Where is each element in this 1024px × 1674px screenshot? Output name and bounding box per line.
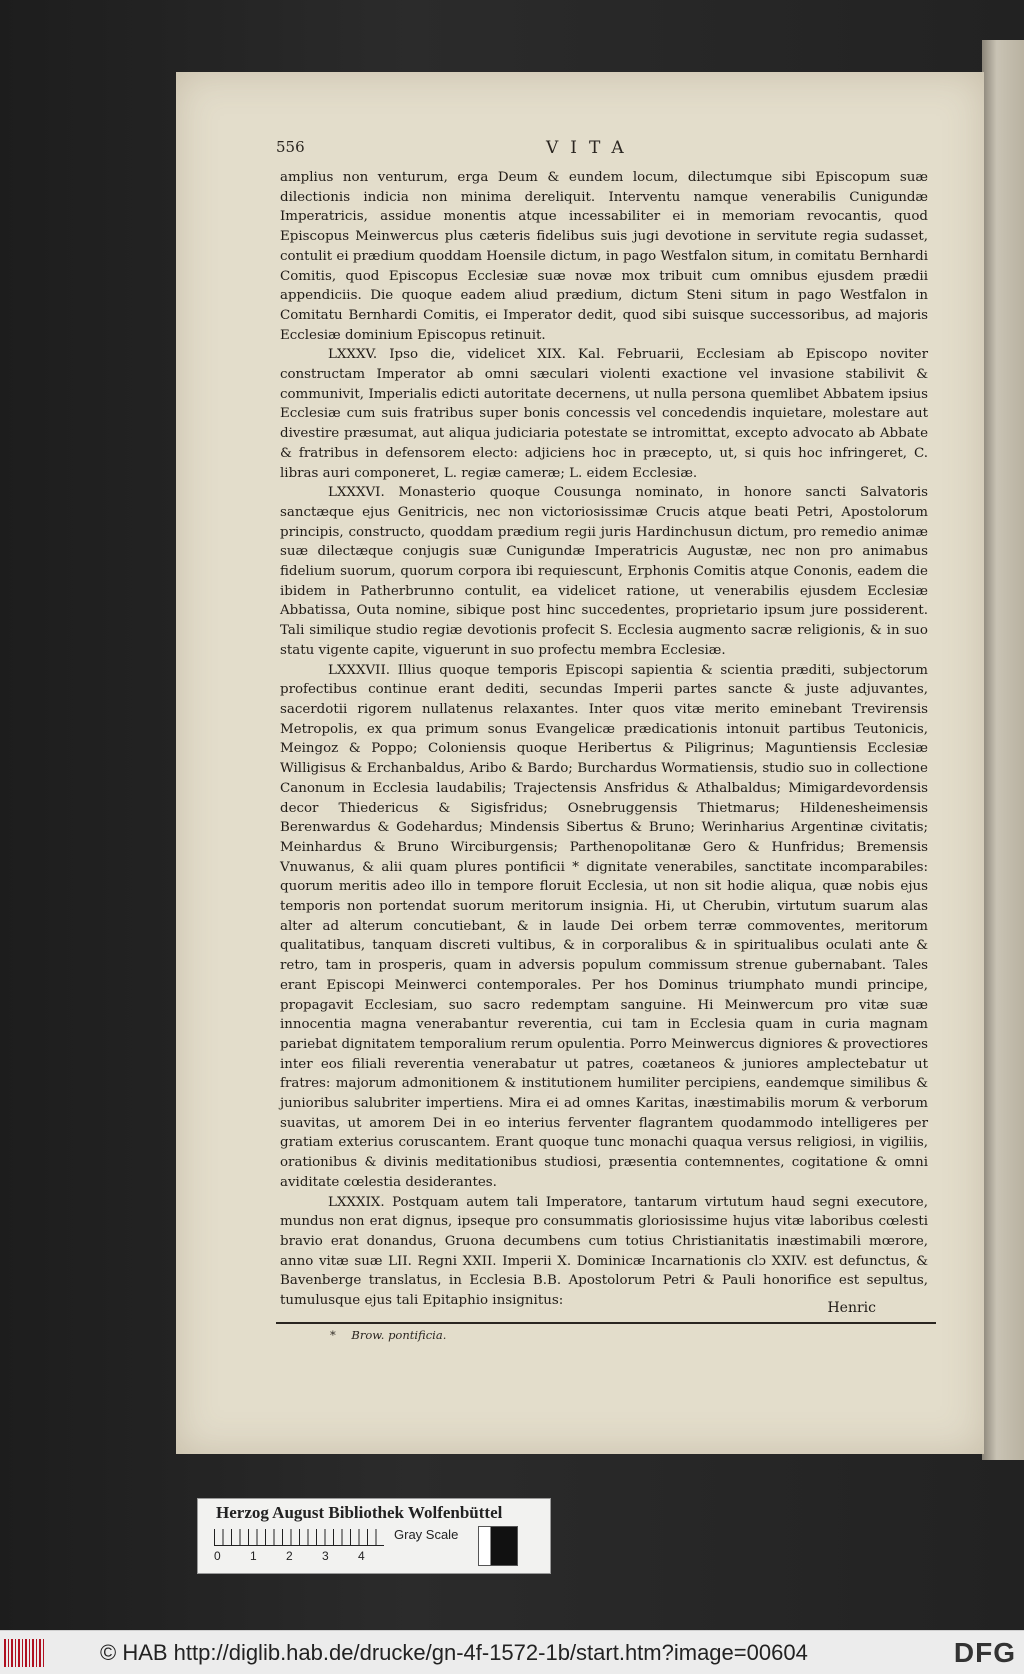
paragraph-lxxxv: LXXXV. Ipso die, videlicet XIX. Kal. Februarii, Ecclesiam ab Episcopo noviter constructam Imperator ab omni sæculari violenti exactione vel invasione stabilivit & communivit, Imperialis edicti autoritate decernens, ut nulla persona quemlibet Abbatem ipsius Ecclesiæ cum suis fratribus super bonis concessis vel concedendis inquietare, molestare aut divestire præsumat, aut aliqua judiciaria potestate se intromittat, excepto advocato ab Abbate & fratribus in defensorem electo: adjiciens hoc in præcepto, ut, si quis hoc infringeret, C. libras auri componeret, L. regiæ cameræ; L. eidem Ecclesiæ.	[280, 347, 928, 481]
ruler-number: 3	[322, 1549, 329, 1563]
paragraph: amplius non venturum, erga Deum & eundem locum, dilectumque sibi Episcopum suæ dilectionis indicia non minima dereliquit. Interventu namque venerabilis Cunigundæ Imperatricis, assidue monentis atque incessabiliter ei in memoriam revocantis, quod Episcopus Meinwercus plus cæteris fidelibus suis jugi devotione in servitute regia sudasset, contulit ei prædium quoddam Hoensile dictum, in pago Westfalon situm, in comitatu Bernhardi Comitis, quod Episcopus Ecclesiæ suæ novæ mox tribuit cum omnibus ejusdem prædii appendiciis. Die quoque eadem aliud prædium, dictum Steni situm in pago Westfalon in Comitatu Bernhardi Comitis, ei Imperator dedit, quod sibi suisque successoribus, ad majoris Ecclesiæ dominium Episcopus retinuit.	[280, 170, 928, 343]
paragraph-lxxxvi: LXXXVI. Monasterio quoque Cousunga nominato, in honore sancti Salvatoris sanctæque ejus Genitricis, nec non victoriosissimæ Crucis atque beati Petri, Apostolorum principis, constructo, quoddam prædium regii juris Hardinchusun dictum, pro remedio animæ suæ dilectæque conjugis suæ Cunigundæ Imperatricis Augustæ, nec non pro animabus fidelium suorum, quorum corpora ibi requiescunt, Erphonis Comitis atque Cononis, eadem die ibidem in Patherbrunno contulit, ea videlicet ratione, ut venerabilis ejusdem Ecclesiæ Abbatissa, Outa nomine, sibique post hinc succedentes, proprietario ipsum jure possiderent. Tali similique studio regiæ devotionis profecit S. Ecclesia augmento sacræ religionis, & in suo statu vigente capite, viguerunt in suo profectu membra Ecclesiæ.	[280, 485, 928, 658]
gray-scale-patch	[478, 1526, 518, 1566]
book-page	[176, 72, 984, 1454]
paragraph-lxxxvii: LXXXVII. Illius quoque temporis Episcopi sapientia & scientia præditi, subjectorum profectibus continue erant dediti, secundas Imperii partes sancte & juste adjuvantes, sacerdotii rigorem nullatenus relaxantes. Inter quos vitæ merito eminebant Trevirensis Metropolis, ex qua primum sonus Evangelicæ prædicationis intonuit partibus Teutonicis, Meingoz & Poppo; Coloniensis quoque Heribertus & Piligrinus; Maguntiensis Ecclesiæ Willigisus & Erchanbaldus, Aribo & Bardo; Burchardus Wormatiensis, studio suo in collectione Canonum in Ecclesia laudabilis; Trajectensis Ansfridus & Athalbaldus; Mimigardevordensis decor Thiedericus & Sigisfridus; Osnebruggensis Thietmarus; Hildenesheimensis Berenwardus & Godehardus; Mindensis Sibertus & Bruno; Werinharius Argentinæ civitatis; Meinhardus & Bruno Wirciburgensis; Parthenopolitanæ Gero & Hunfridus; Bremensis Vnuwanus, & alii quam plures pontificii * dignitate venerabiles, sanctitate incomparabiles: quorum meritis adeo illo in tempore floruit Ecclesia, ut non sit hodie aliqua, quæ nobis ejus temporis non portendat suorum meritorum insignia. Hi, ut Cherubin, virtutum suarum alas alter ad alterum concutiebant, & in laude Dei orbem terræ commoventes, meritorum qualitatibus, tanquam discreti vultibus, & in corporalibus & in spiritualibus oculati ante & retro, tam in prosperis, quam in adversis populum commissum strenue gubernabant. Tales erant Episcopi Meinwerci contemporales. Per hos Dominus triumphato mundi principe, propagavit Ecclesiam, suo sacro redemptam sanguine. Hi Meinwercum pro vitæ suæ innocentia magna venerabantur reverentia, cui tam in Ecclesia quam in curia magnam pariebat dignitatem temporalium rerum opulentia. Porro Meinwercus digniores & provectiores inter eos filiali reverentia venerabatur ut patres, coætaneos & juniores amplectebatur ut fratres: majorum admonitionem & institutionem humiliter percipiens, eandemque similibus & junioribus salubriter impertiens. Mira ei ad omnes Karitas, inæstimabilis morum & verborum suavitas, ut amorem Dei in eo interius ferventer flagrantem quodammodo intelligeres per gratiam exterius coruscantem. Erant quoque tunc monachi quaqua versus religiosi, in vigiliis, orationibus & divinis meditationibus studiosi, præsentia contemnentes, cogitatione & omni aviditate cœlestia desiderantes.	[280, 662, 928, 1190]
footnote-rule	[276, 1322, 936, 1324]
footnote-mark: *	[330, 1328, 336, 1342]
page-number: 556	[276, 138, 305, 156]
dfg-logo: DFG	[953, 1637, 1016, 1668]
ruler-number: 2	[286, 1549, 293, 1563]
ruler-number: 4	[358, 1549, 365, 1563]
scale-ruler	[214, 1529, 384, 1546]
running-head: VITA	[546, 138, 636, 158]
gray-scale-label: Gray Scale	[394, 1527, 459, 1542]
catchword: Henric	[827, 1300, 876, 1316]
hab-logo-icon	[4, 1639, 46, 1667]
ruler-number: 0	[214, 1549, 221, 1563]
library-color-card	[197, 1498, 551, 1574]
paragraph-lxxxix: LXXXIX. Postquam autem tali Imperatore, tantarum virtutum haud segni executore, mundus non erat dignus, ipseque pro consummatis gloriosissime hujus vitæ laboribus cœlesti bravio erat donandus, Gruona decumbens cum totius Christianitatis inæstimabili mœrore, anno vitæ suæ LII. Regni XXII. Imperii X. Dominicæ Incarnationis clɔ XXIV. est defunctus, & Bavenberge translatus, in Ecclesia B.B. Apostolorum Petri & Pauli honorifice est sepultus, tumulusque ejus tali Epitaphio insignitus:	[280, 1194, 928, 1309]
citation-link[interactable]: © HAB http://diglib.hab.de/drucke/gn-4f-1572-1b/start.htm?image=00604	[100, 1640, 808, 1665]
footnote	[330, 1328, 446, 1342]
library-name: Herzog August Bibliothek Wolfenbüttel	[216, 1503, 503, 1522]
footnote-text: Brow. pontificia.	[351, 1328, 447, 1342]
page-header	[276, 138, 916, 162]
footer-bar	[0, 1630, 1024, 1674]
ruler-numbers	[214, 1549, 394, 1563]
page-body	[280, 168, 928, 1311]
adjacent-page-edge	[982, 40, 1024, 1460]
ruler-number: 1	[250, 1549, 257, 1563]
